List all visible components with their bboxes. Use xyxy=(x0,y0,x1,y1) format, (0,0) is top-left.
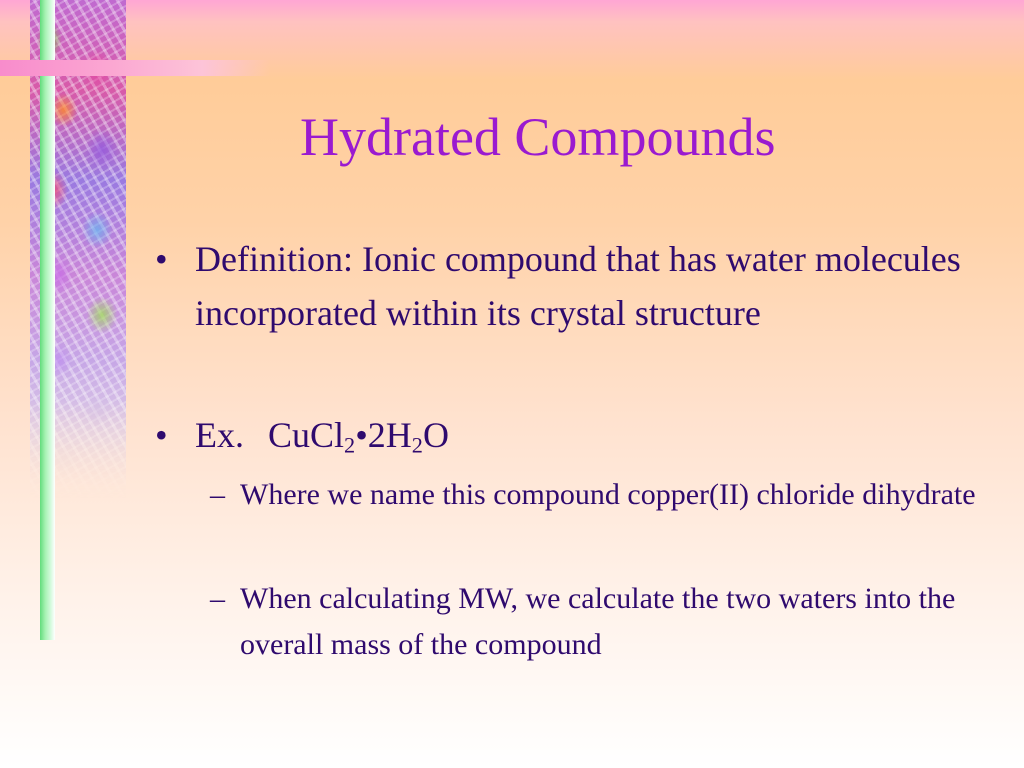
pink-accent-bar xyxy=(0,60,270,76)
bullet-icon: • xyxy=(155,239,168,279)
bullet-text: Definition: Ionic compound that has water molecules incorporated within its crystal structure xyxy=(195,239,961,333)
sub-bullet-text: When calculating MW, we calculate the two waters into the overall mass of the compound xyxy=(240,582,956,661)
slide-title: Hydrated Compounds xyxy=(300,107,776,167)
example-line xyxy=(195,408,995,462)
chemical-formula: $CuCl_2•2H_2O$ xyxy=(268,415,449,458)
sub-bullet-text: Where we name this compound copper(II) chloride dihydrate xyxy=(240,478,976,511)
bullet-icon: • xyxy=(155,415,168,455)
green-accent-bar xyxy=(40,0,55,640)
example-prefix: Ex. xyxy=(195,415,244,455)
dash-icon: – xyxy=(210,478,225,511)
dash-icon: – xyxy=(210,582,225,615)
